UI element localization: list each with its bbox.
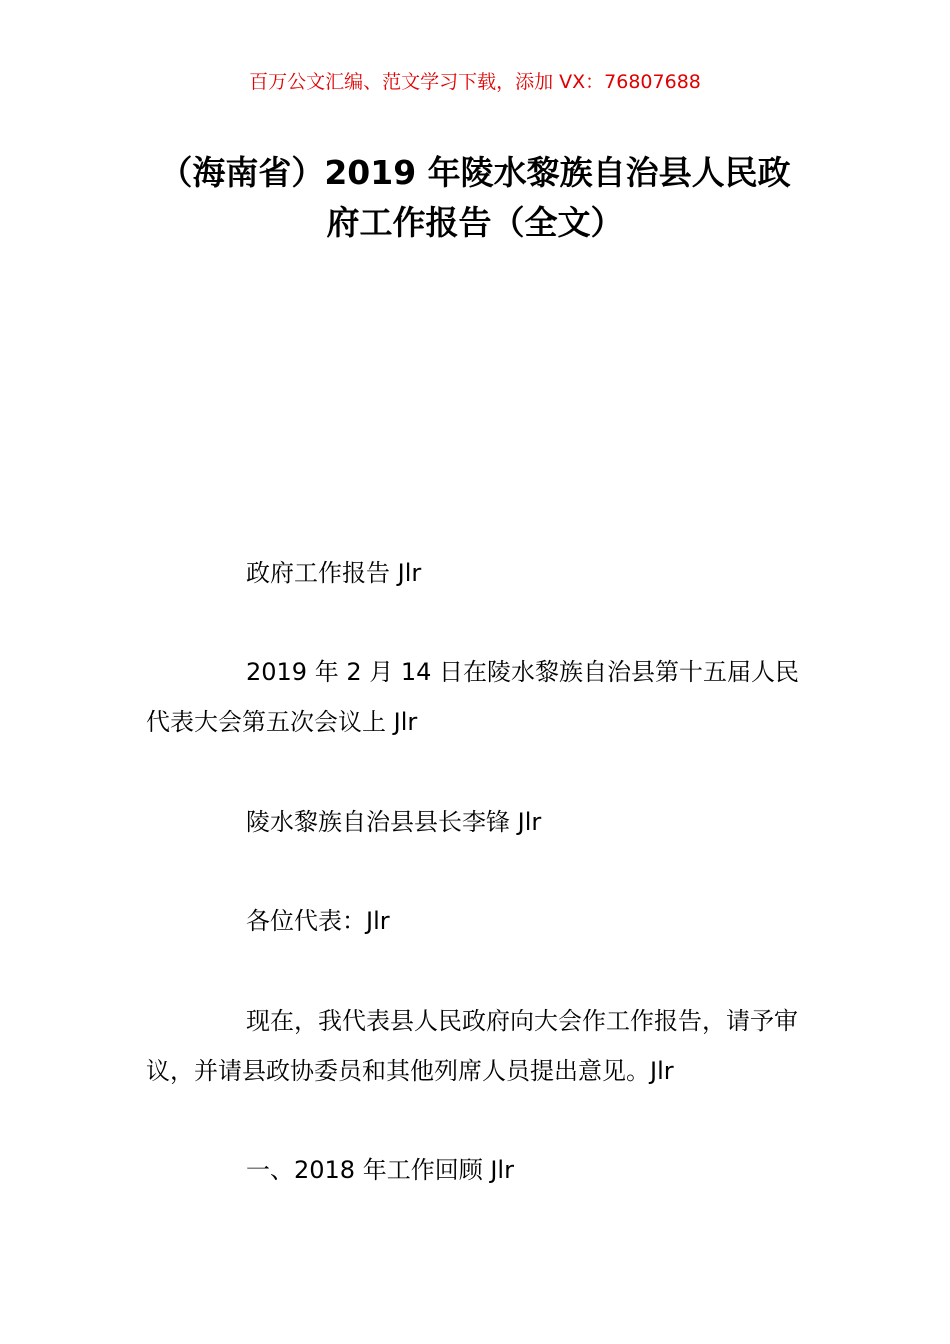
document-title-line-2: 府工作报告（全文） (326, 203, 624, 242)
watermark-header-note: 百万公文汇编、范文学习下载，添加 VX：76807688 (249, 71, 701, 93)
paragraph-meeting-date: 2019 年 2 月 14 日在陵水黎族自治县第十五届人民代表大会第五次会议上 Jlr (146, 658, 800, 736)
paragraph-speaker: 陵水黎族自治县县长李锋 Jlr (246, 808, 542, 836)
document-title-line-1: （海南省）2019 年陵水黎族自治县人民政 (159, 153, 791, 192)
document-title (120, 148, 830, 248)
paragraph-salutation: 各位代表：Jlr (246, 907, 390, 935)
paragraph-report-heading: 政府工作报告 Jlr (246, 559, 422, 587)
paragraph-section-heading: 一、2018 年工作回顾 Jlr (246, 1156, 514, 1184)
paragraph-opening: 现在，我代表县人民政府向大会作工作报告，请予审议，并请县政协委员和其他列席人员提出意见。Jlr (146, 1007, 798, 1085)
